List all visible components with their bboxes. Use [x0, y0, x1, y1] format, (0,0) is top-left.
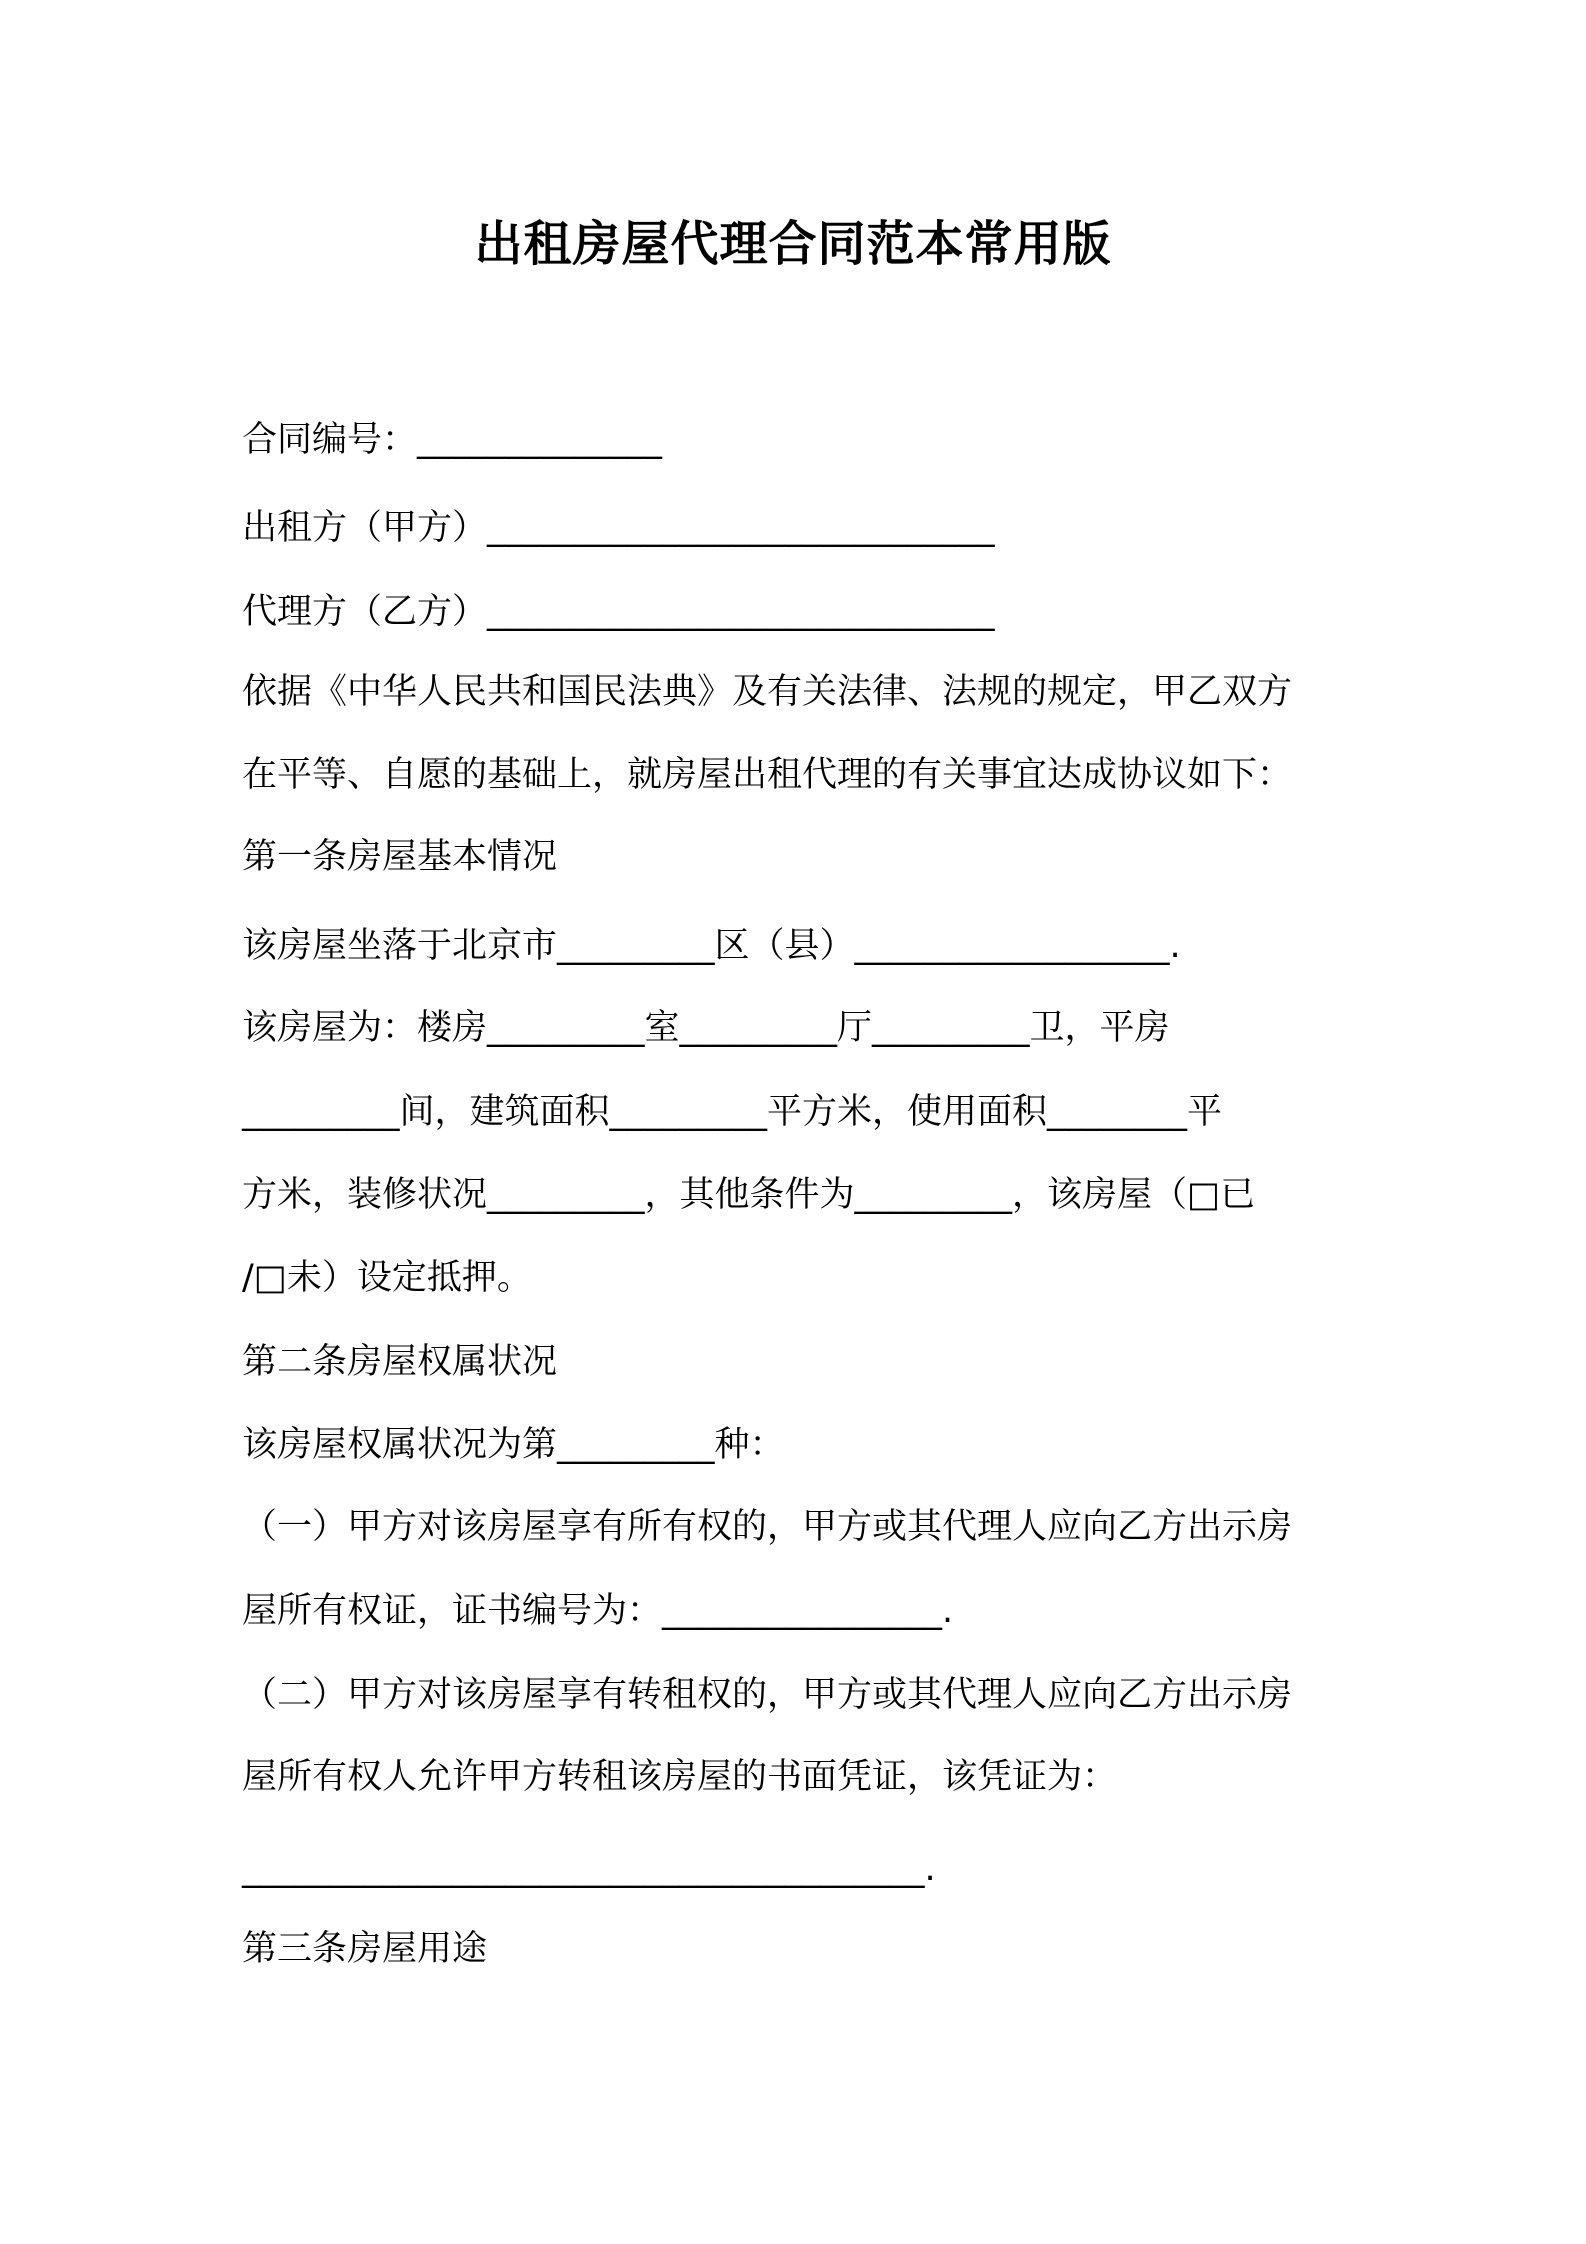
article-1-line-4: 方米，装修状况_________，其他条件为_________，该房屋（□已	[242, 1175, 1256, 1215]
preamble-line-1: 依据《中华人民共和国民法典》及有关法律、法规的规定，甲乙双方	[242, 672, 1293, 712]
article-2-item-1-line-1: （一）甲方对该房屋享有所有权的，甲方或其代理人应向乙方出示房	[242, 1507, 1293, 1547]
article-2-line-1: 该房屋权属状况为第_________种：	[242, 1425, 785, 1465]
article-2-item-1-line-2: 屋所有权证，证书编号为：________________.	[242, 1591, 954, 1631]
article-2-item-2-line-1: （二）甲方对该房屋享有转租权的，甲方或其代理人应向乙方出示房	[242, 1675, 1293, 1715]
article-3-heading: 第三条房屋用途	[242, 1929, 488, 1969]
article-1-line-5: /□未）设定抵押。	[242, 1258, 532, 1298]
article-2-item-2-line-3: _______________________________________.	[242, 1849, 936, 1889]
article-1-line-2: 该房屋为：楼房_________室_________厅_________卫，平房	[242, 1008, 1170, 1048]
document-title: 出租房屋代理合同范本常用版	[474, 216, 1112, 272]
article-1-line-3: _________间，建筑面积_________平方米，使用面积________平	[242, 1092, 1223, 1132]
contract-number-line: 合同编号：______________	[242, 420, 663, 460]
article-1-heading: 第一条房屋基本情况	[242, 837, 558, 877]
article-2-heading: 第二条房屋权属状况	[242, 1342, 558, 1382]
preamble-line-2: 在平等、自愿的基础上，就房屋出租代理的有关事宜达成协议如下：	[242, 755, 1293, 795]
article-2-item-2-line-2: 屋所有权人允许甲方转租该房屋的书面凭证，该凭证为：	[242, 1757, 1118, 1797]
article-1-line-1: 该房屋坐落于北京市_________区（县）__________________.	[242, 926, 1181, 966]
agent-line: 代理方（乙方）_____________________________	[242, 592, 995, 632]
lessor-line: 出租方（甲方）_____________________________	[242, 508, 995, 548]
